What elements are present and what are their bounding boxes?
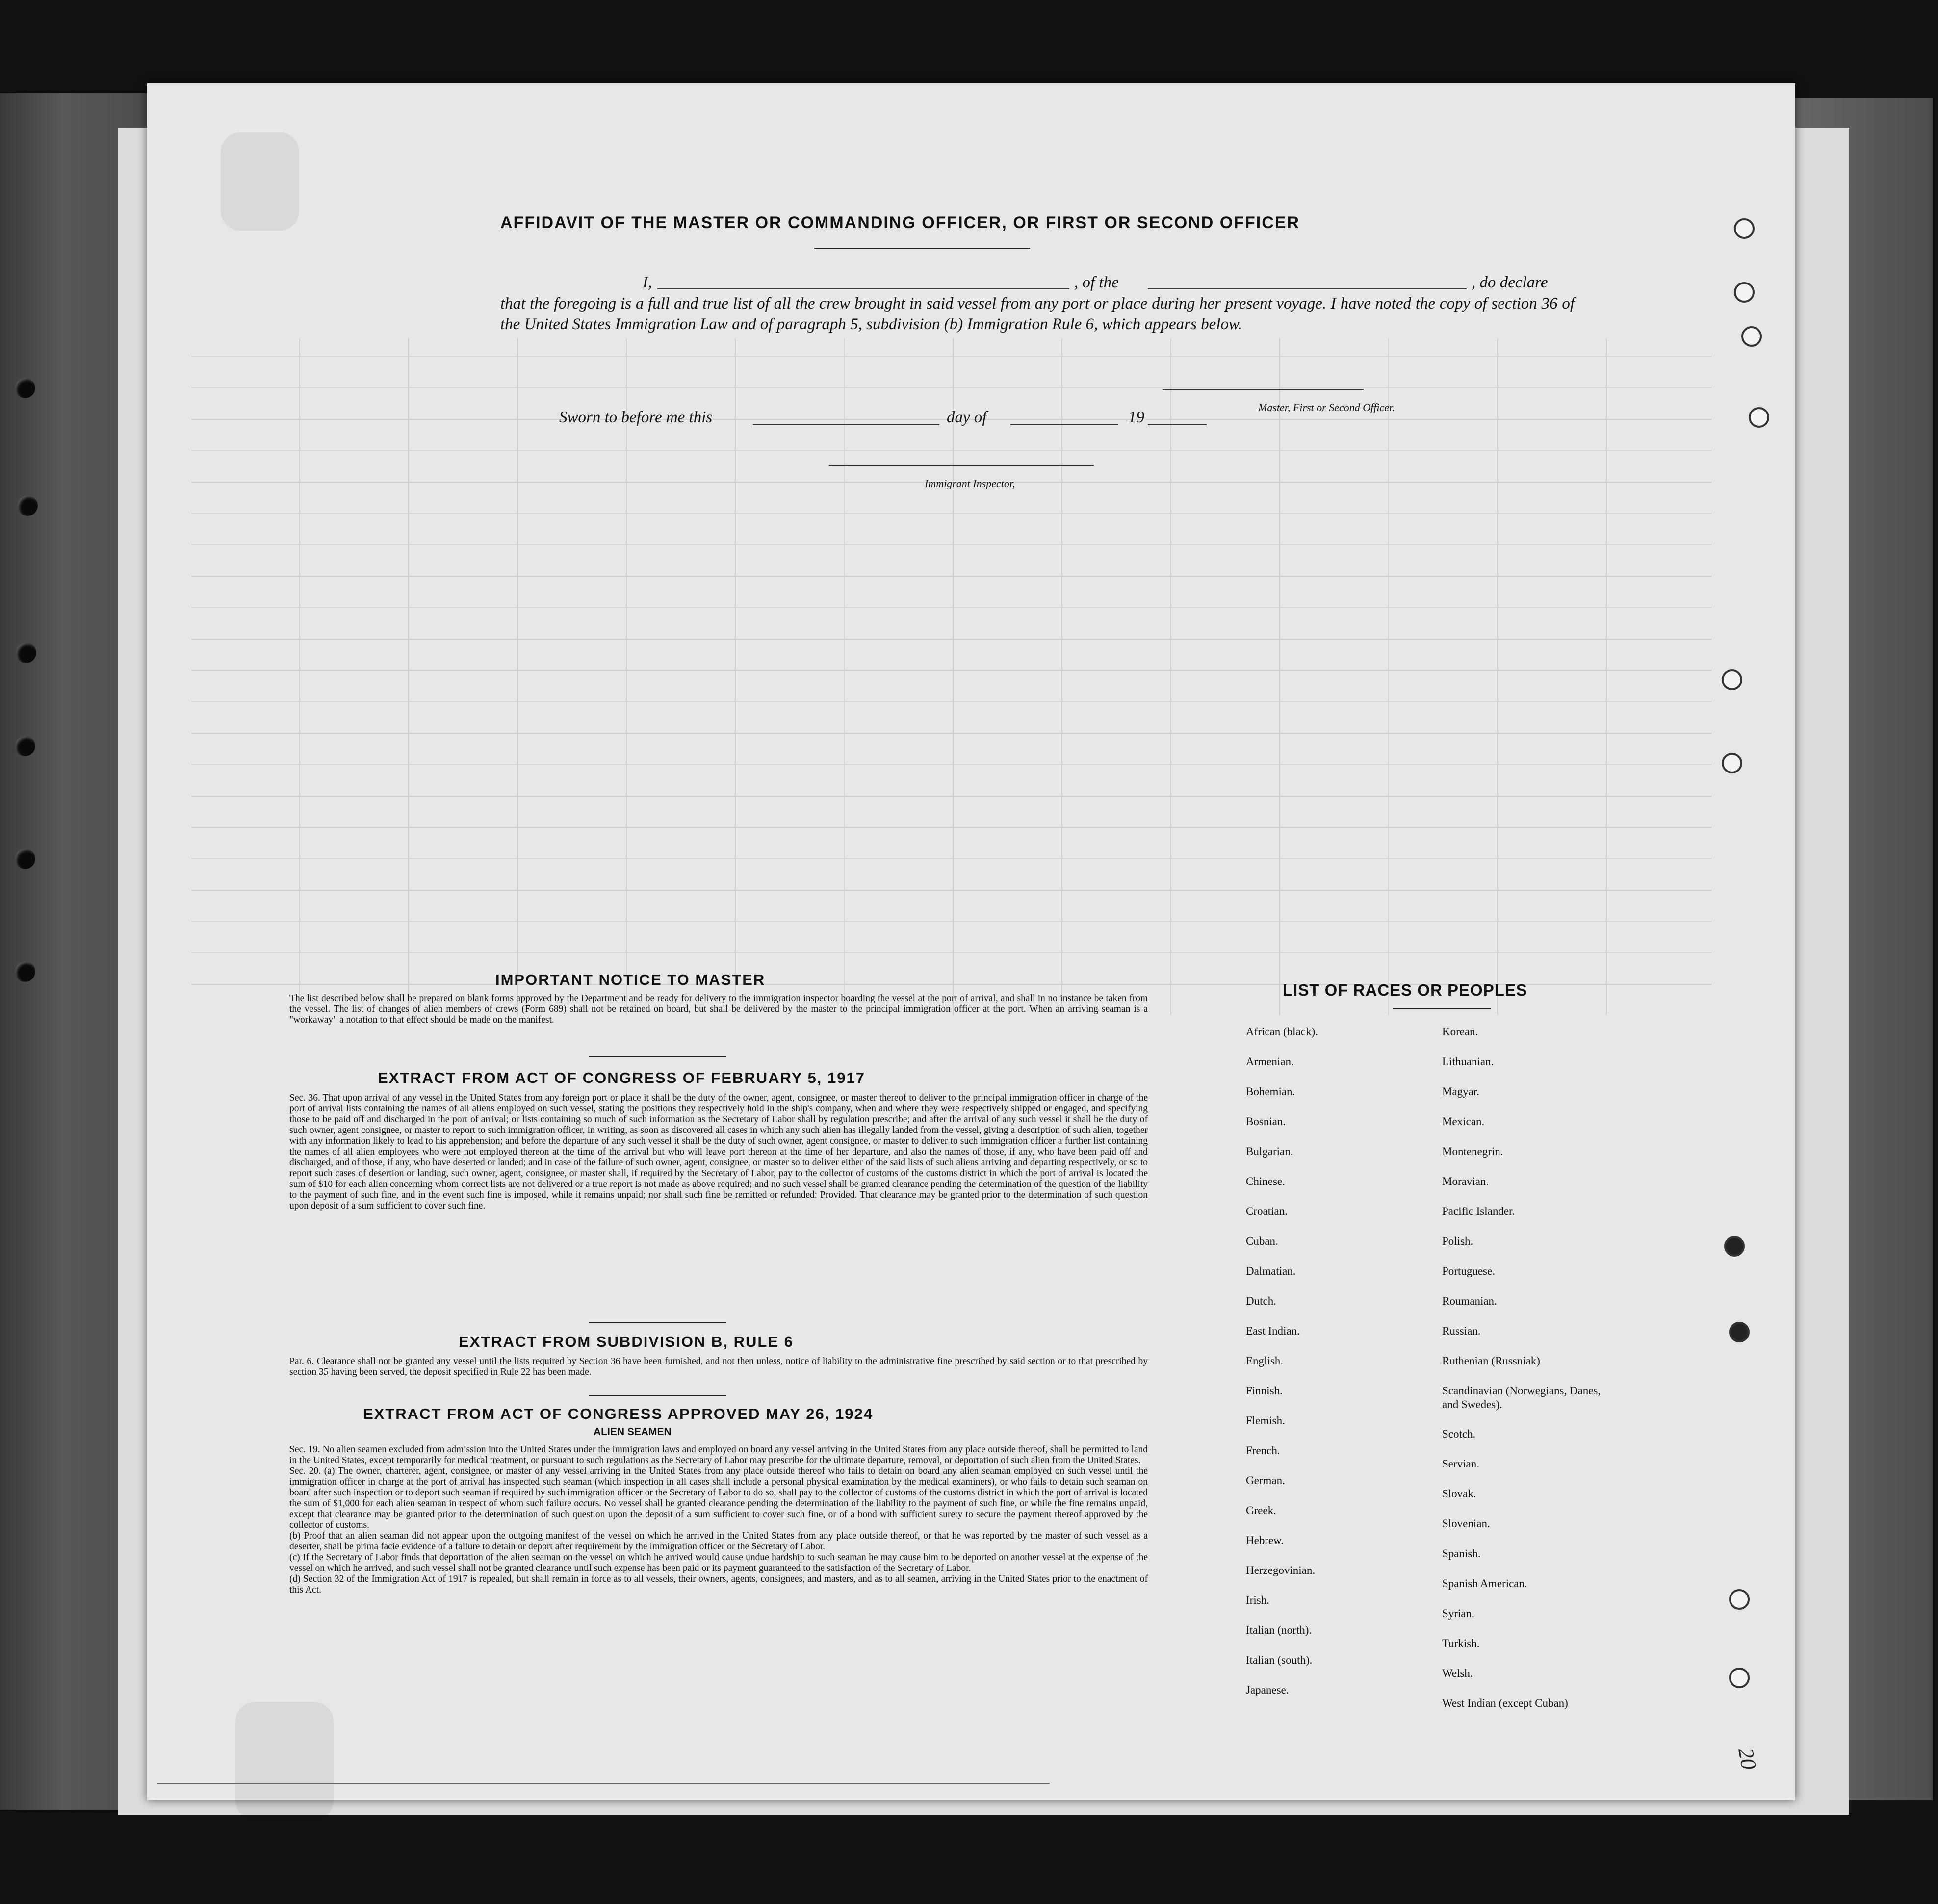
race-item: Hebrew.	[1246, 1534, 1284, 1546]
sworn-day-line[interactable]	[753, 424, 939, 425]
title-underline	[814, 248, 1030, 249]
signature-label: Master, First or Second Officer.	[1258, 401, 1395, 413]
race-item: Montenegrin.	[1442, 1145, 1503, 1158]
race-item: Russian.	[1442, 1325, 1481, 1337]
race-item: Mexican.	[1442, 1115, 1485, 1128]
race-item: Bohemian.	[1246, 1085, 1295, 1098]
race-item: Finnish.	[1246, 1385, 1283, 1397]
year-prefix: 19	[1128, 409, 1144, 426]
punch-hole	[1741, 326, 1762, 347]
race-item: Irish.	[1246, 1594, 1269, 1606]
punch-hole	[1749, 407, 1769, 428]
extract-1917-body: Sec. 36. That upon arrival of any vessel in the United States from any foreign port or place it shall be the duty of the owner, agent, consignee, or master thereof to deliver to the principal immigration officer in charge of the port of arrival lists containing the names of all aliens employed on such vessel, stating the positions they respectively hold in the ship's company, when and where they were respectively shipped or engaged, and specifying those to be paid off and discharged in the port of arrival; or lists containing so much of such information as the Secretary of Labor shall by regulation prescribe; and after the arrival of any such vessel it shall be the duty of such owner, agent consignee, or master to report to such immigration officer, in writing, as soon as discovered all cases in which any such alien has illegally landed from the vessel, giving a description of such alien, together with any information likely to lead to his apprehension; and before the departure of any such vessel it shall be the duty of such owner, agent consignee, or master to deliver to such immigration officer a further list containing the names of all alien employees who were not employed thereon at the time of the arrival but who will leave port thereon at the time of her departure, and also the names of those, if any, who have been paid off and discharged, and of those, if any, who have deserted or landed; and in case of the failure of such owner, agent, consignee, or master so to deliver either of the said lists of such aliens arriving and departing respectively, or so to report such cases of desertion or landing, such owner, agent, consignee, or master shall, if required by the Secretary of Labor, pay to the collector of customs of the customs district in which the port of arrival is located the sum of $10 for each alien concerning whom correct lists are not delivered or a true report is not made as above required; and no such vessel shall be granted clearance pending the determination of the question of the liability to the payment of such fine, and in the event such fine is imposed, while it remains unpaid; nor shall such fine be remitted or refunded: Provided. That clearance may be granted prior to the determination of such question upon deposit of a sum sufficient to cover such fine.	[289, 1093, 1148, 1211]
bleed-through-grid	[191, 338, 1712, 1015]
punch-hole	[1729, 1668, 1750, 1688]
race-item: Armenian.	[1246, 1055, 1294, 1068]
sworn-month-line[interactable]	[1010, 424, 1118, 425]
race-item: Welsh.	[1442, 1667, 1473, 1679]
footer-rule	[157, 1783, 1050, 1784]
binder-hole	[15, 736, 35, 756]
section-divider	[589, 1395, 726, 1396]
affidavit-of-the: , of the	[1074, 274, 1119, 291]
race-item: Dalmatian.	[1246, 1265, 1296, 1277]
document-page	[147, 83, 1795, 1838]
race-item: Bulgarian.	[1246, 1145, 1293, 1158]
race-item: Portuguese.	[1442, 1265, 1495, 1277]
punch-hole	[1734, 218, 1755, 239]
sworn-year-line[interactable]	[1148, 424, 1207, 425]
race-item: Italian (south).	[1246, 1654, 1313, 1666]
affidavit-do-declare: , do declare	[1472, 274, 1548, 291]
extract-1924-title: EXTRACT FROM ACT OF CONGRESS APPROVED MAY 26, 1924	[363, 1405, 873, 1422]
affidavit-title: AFFIDAVIT OF THE MASTER OR COMMANDING OFFICER, OR FIRST OR SECOND OFFICER	[500, 213, 1300, 232]
race-item: Lithuanian.	[1442, 1055, 1494, 1068]
extract-1917-title: EXTRACT FROM ACT OF CONGRESS OF FEBRUARY 5, 1917	[378, 1069, 865, 1086]
extract-1924-body	[289, 1444, 1148, 1595]
race-item: Syrian.	[1442, 1607, 1474, 1620]
race-item: Magyar.	[1442, 1085, 1480, 1098]
extract-rule6-body: Par. 6. Clearance shall not be granted any vessel until the lists required by Section 36 have been furnished, and not then unless, notice of liability to the administrative fine prescribed by said section or to that prescribed by section 35 having been served, the deposit specified in Rule 22 has been made.	[289, 1356, 1148, 1377]
inspector-signature-line[interactable]	[829, 465, 1094, 466]
race-item: Spanish.	[1442, 1547, 1481, 1560]
race-item: Servian.	[1442, 1458, 1480, 1470]
affidavit-i: I,	[643, 274, 652, 291]
race-item: Cuban.	[1246, 1235, 1278, 1247]
race-item: Japanese.	[1246, 1684, 1289, 1696]
section-divider	[589, 1322, 726, 1323]
race-item: Pacific Islander.	[1442, 1205, 1515, 1217]
race-item: Moravian.	[1442, 1175, 1489, 1187]
sec-20a-paragraph: Sec. 20. (a) The owner, charterer, agent, consignee, or master of any vessel arriving in the United States from any place outside thereof who fails to detain on board any alien seaman employed on such vessel until the immigration officer in charge at the port of arrival has inspected such seaman (which inspection in all cases shall include a personal physical examination by the medical examiners), or who fails to detain such seaman on board after such inspection or to deport such seaman if required by such immigration officer or the Secretary of Labor to do so, shall pay to the collector of customs of the customs district in which the port of arrival is located the sum of $1,000 for each alien seaman in respect of whom such failure occurs. No vessel shall be granted clearance pending the determination of the liability to the payment of such fine, or while the fine remains unpaid, except that clearance may be granted prior to the determination of such question upon the deposit of a sum sufficient to cover such fine, or of a bond with sufficient surety to secure the payment thereof approved by the collector of customs.	[289, 1466, 1148, 1530]
vessel-blank-line[interactable]	[1148, 288, 1467, 289]
binder-hole	[15, 849, 35, 869]
sec-20d-paragraph: (d) Section 32 of the Immigration Act of 1917 is repealed, but shall remain in force as to all vessels, their owners, agents, consignees, and masters, and as to all seamen, arriving in the United States prior to the enactment of this Act.	[289, 1574, 1148, 1595]
race-item: Croatian.	[1246, 1205, 1288, 1217]
races-title-underline	[1393, 1008, 1491, 1009]
punch-hole	[1722, 753, 1742, 773]
races-title: LIST OF RACES OR PEOPLES	[1283, 981, 1527, 999]
sec-20b-paragraph: (b) Proof that an alien seaman did not appear upon the outgoing manifest of the vessel on which he arrived in the United States from any place outside thereof, or that he was reported by the master of such vessel as a deserter, shall be prima facie evidence of a failure to detain or deport after requirement by the immigration officer or the Secretary of Labor.	[289, 1531, 1148, 1552]
race-item: Herzegovinian.	[1246, 1564, 1316, 1576]
sec-20c-paragraph: (c) If the Secretary of Labor finds that deportation of the alien seaman on the vessel on which he arrived would cause undue hardship to such seaman he may cause him to be deported on another vessel at the expense of the vessel on which he arrived, and such vessel shall not be granted clearance until such expense has been paid or its payment guaranteed to the satisfaction of the Secretary of Labor.	[289, 1552, 1148, 1573]
extract-rule6-title: EXTRACT FROM SUBDIVISION B, RULE 6	[459, 1333, 794, 1350]
race-item: Spanish American.	[1442, 1577, 1527, 1590]
punch-hole	[1729, 1589, 1750, 1610]
extract-1924-subtitle: ALIEN SEAMEN	[594, 1426, 672, 1438]
race-item: Turkish.	[1442, 1637, 1480, 1649]
race-item: Korean.	[1442, 1026, 1478, 1038]
races-left-column	[1246, 1025, 1318, 1713]
sworn-text: Sworn to before me this	[559, 409, 713, 426]
race-item: Flemish.	[1246, 1415, 1285, 1427]
bleed-through-stamp	[235, 1702, 334, 1820]
race-item: Greek.	[1246, 1504, 1276, 1517]
race-item: Slovak.	[1442, 1488, 1476, 1500]
race-item: Roumanian.	[1442, 1295, 1497, 1307]
sec-19-paragraph: Sec. 19. No alien seamen excluded from admission into the United States under the immigration laws and employed on board any vessel arriving in the United States from any place outside thereof, shall be permitted to land in the United States, except temporarily for medical treatment, or pursuant to such regulations as the Secretary of Labor may prescribe for the ultimate departure, removal, or deportation of such alien from the United States.	[289, 1444, 1148, 1466]
race-item: Dutch.	[1246, 1295, 1276, 1307]
race-item: Italian (north).	[1246, 1624, 1312, 1636]
race-item: Scotch.	[1442, 1428, 1476, 1440]
race-item: French.	[1246, 1444, 1280, 1457]
handwritten-page-number: 20	[1733, 1746, 1761, 1772]
race-item: African (black).	[1246, 1026, 1318, 1038]
race-item: Scandinavian (Norwegians, Danes, and Swedes).	[1442, 1385, 1601, 1411]
race-item: Bosnian.	[1246, 1115, 1286, 1128]
binder-hole	[16, 643, 36, 663]
races-right-column	[1442, 1025, 1648, 1726]
local-agents-label: Local Agents	[167, 1826, 224, 1838]
notice-title: IMPORTANT NOTICE TO MASTER	[495, 971, 766, 988]
day-of-text: day of	[947, 409, 987, 426]
race-item: Ruthenian (Russniak)	[1442, 1355, 1540, 1367]
race-item: Polish.	[1442, 1235, 1473, 1247]
race-item: East Indian.	[1246, 1325, 1300, 1337]
binder-hole	[15, 378, 35, 398]
race-item: Chinese.	[1246, 1175, 1285, 1187]
binder-hole	[15, 961, 35, 982]
punch-hole	[1722, 669, 1742, 690]
race-item: West Indian (except Cuban)	[1442, 1697, 1568, 1709]
race-item: English.	[1246, 1355, 1284, 1367]
binder-hole	[17, 495, 38, 516]
inspector-label: Immigrant Inspector,	[925, 477, 1015, 489]
name-blank-line[interactable]	[657, 288, 1069, 289]
signature-line[interactable]	[1163, 389, 1364, 390]
race-item: Slovenian.	[1442, 1518, 1490, 1530]
punch-hole	[1734, 282, 1755, 303]
section-divider	[589, 1056, 726, 1057]
punch-hole	[1724, 1236, 1745, 1257]
race-item: German.	[1246, 1474, 1285, 1487]
punch-hole	[1729, 1322, 1750, 1342]
affidavit-body: that the foregoing is a full and true list of all the crew brought in said vessel from any port or place during her present voyage. I have noted the copy of section 36 of the United States Immigration Law and of paragraph 5, subdivision (b) Immigration Rule 6, which appears below.	[500, 295, 1575, 333]
bleed-through-stamp	[221, 132, 299, 231]
notice-body: The list described below shall be prepared on blank forms approved by the Department and be ready for delivery to the immigration inspector boarding the vessel at the port of arrival, and shall in no instance be taken from the vessel. The list of changes of alien members of crews (Form 689) shall not be retained on board, but shall be delivered by the master to the principal immigration officer at the port. When an arriving seaman is a "workaway" a notation to that effect should be made on the manifest.	[289, 993, 1148, 1025]
